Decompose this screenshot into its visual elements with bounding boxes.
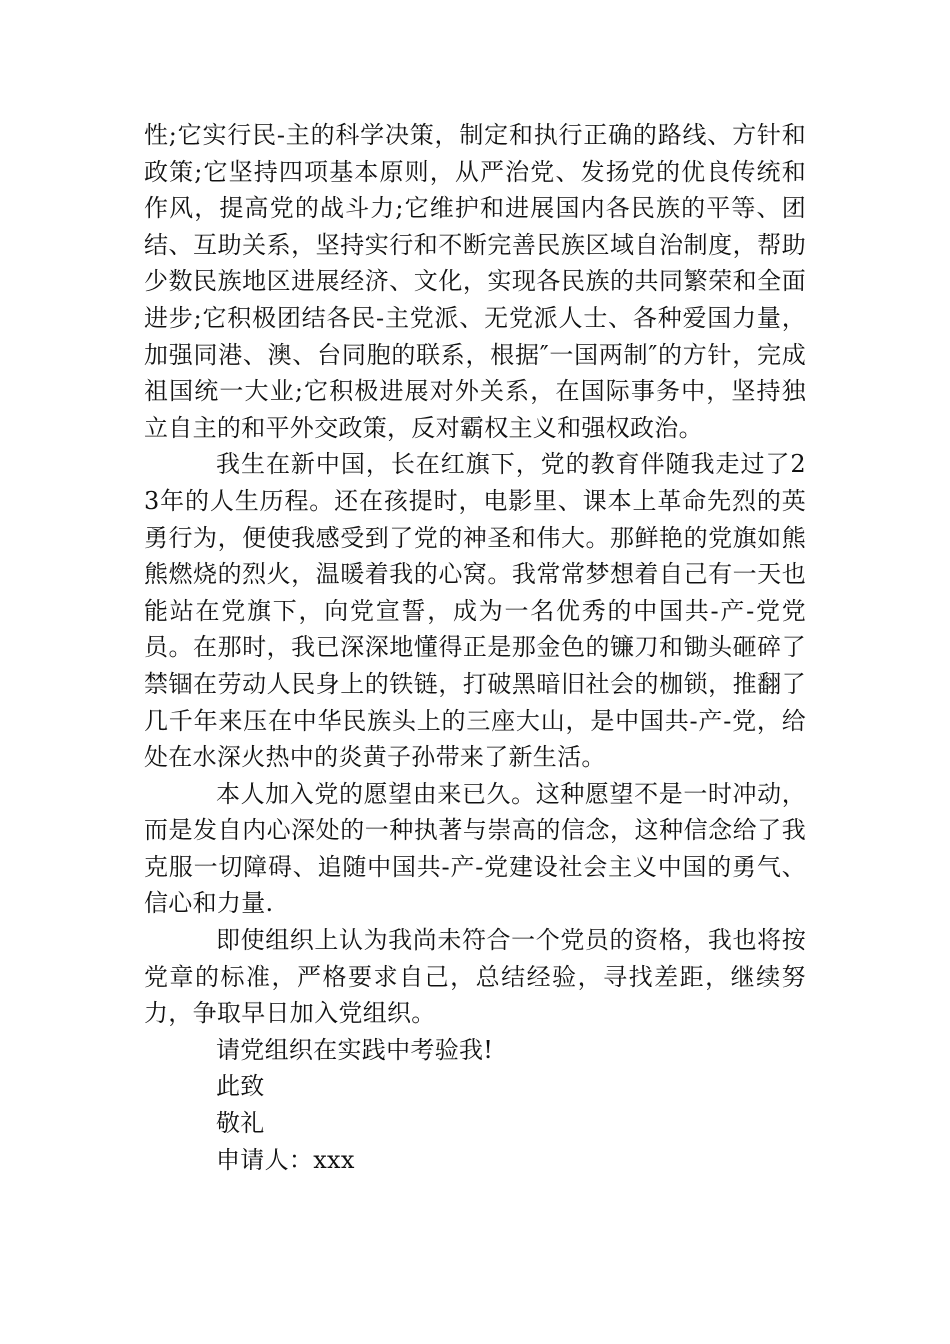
paragraph-continuation: 性;它实行民-主的科学决策，制定和执行正确的路线、方针和政策;它坚持四项基本原则，从严治党、发扬党的优良传统和作风，提高党的战斗力;它维护和进展国内各民族的平等、团结、互助关系，坚持实行和不断完善民族区域自治制度，帮助少数民族地区进展经济、文化，实现各民族的共同繁荣和全面进步;它积极团结各民-主党派、无党派人士、各种爱国力量，加强同港、澳、台同胞的联系，根据″一国两制″的方针，完成祖国统一大业;它积极进展对外关系，在国际事务中，坚持独立自主的和平外交政策，反对霸权主义和强权政治。 bbox=[144, 121, 806, 442]
applicant-signature: 申请人：xxx bbox=[216, 1145, 355, 1174]
closing-request: 请党组织在实践中考验我! bbox=[216, 1035, 494, 1064]
paragraph-commitment: 即使组织上认为我尚未符合一个党员的资格，我也将按党章的标准，严格要求自己，总结经验，寻找差距，继续努力，争取早日加入党组织。 bbox=[144, 926, 806, 1028]
paragraph-personal-history: 我生在新中国，长在红旗下，党的教育伴随我走过了23年的人生历程。还在孩提时，电影里、课本上革命先烈的英勇行为，便使我感受到了党的神圣和伟大。那鲜艳的党旗如熊熊燃烧的烈火，温暖着我的心窝。我常常梦想着自己有一天也能站在党旗下，向党宣誓，成为一名优秀的中国共-产-党党员。在那时，我已深深地懂得正是那金色的镰刀和锄头砸碎了禁锢在劳动人民身上的铁链，打破黑暗旧社会的枷锁，推翻了几千年来压在中华民族头上的三座大山，是中国共-产-党，给处在水深火热中的炎黄子孙带来了新生活。 bbox=[144, 450, 806, 772]
paragraph-aspiration: 本人加入党的愿望由来已久。这种愿望不是一时冲动，而是发自内心深处的一种执著与崇高的信念，这种信念给了我克服一切障碍、追随中国共-产-党建设社会主义中国的勇气、信心和力量. bbox=[144, 779, 806, 918]
letter-body bbox=[144, 117, 806, 1178]
salutation-jingli: 敬礼 bbox=[216, 1109, 265, 1138]
salutation-cizhi: 此致 bbox=[216, 1072, 265, 1101]
